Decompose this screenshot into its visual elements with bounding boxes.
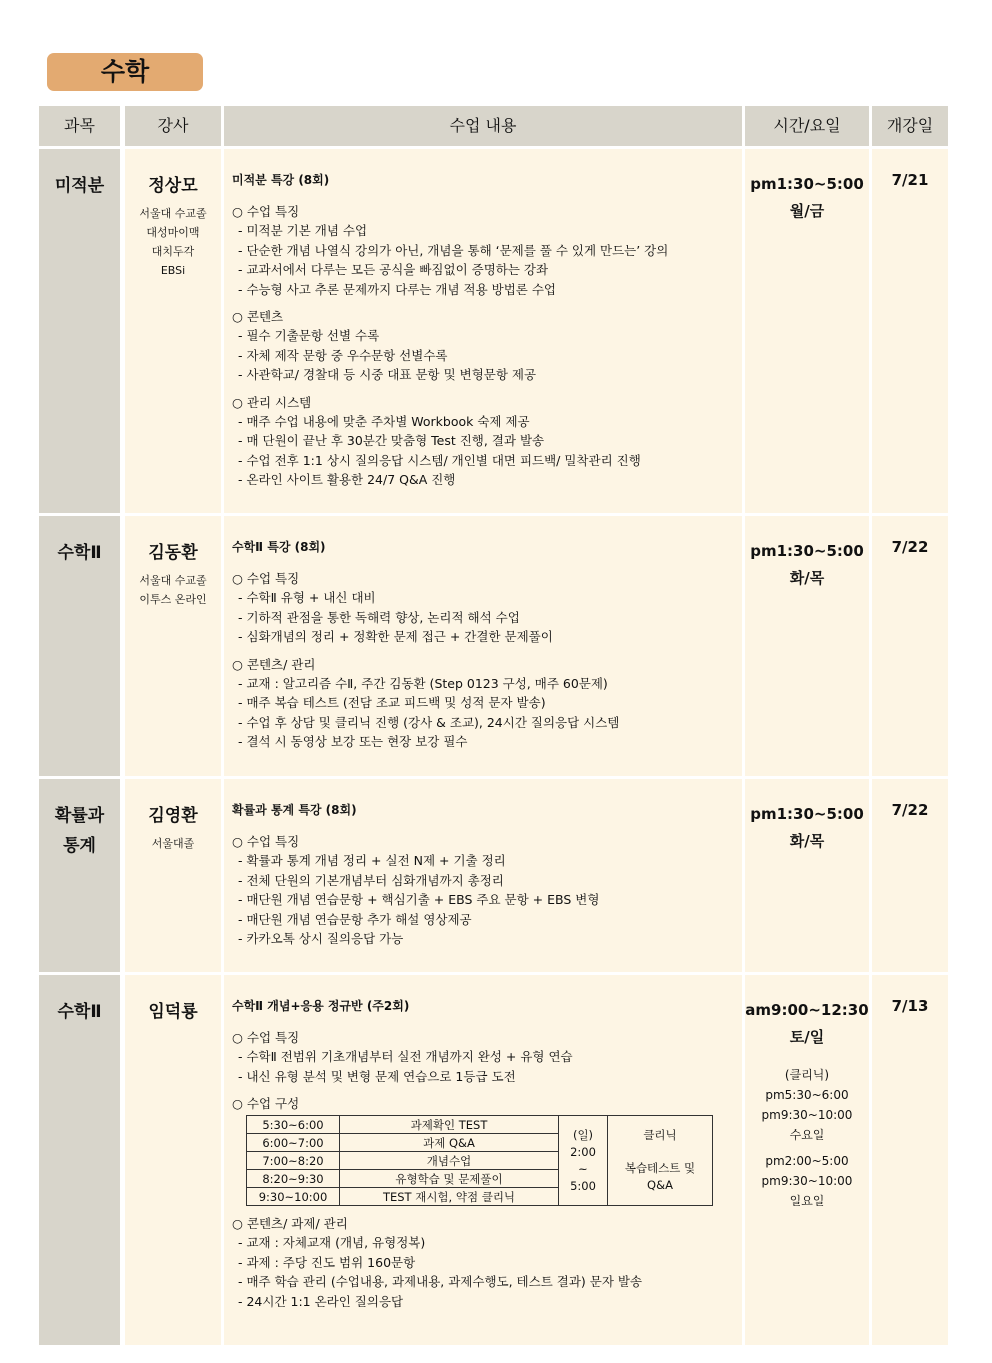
teacher-cell	[125, 516, 221, 776]
clinic-time: pm5:30~6:00	[765, 1088, 849, 1102]
list-item: - 매단원 개념 연습문항 + 핵심기출 + EBS 주요 문항 + EBS 변형	[238, 892, 600, 907]
teacher-cell	[125, 779, 221, 972]
class-time: pm1:30~5:00	[750, 175, 864, 193]
teacher-credential: 서울대졸	[151, 837, 195, 850]
clinic-schedule	[745, 1065, 869, 1211]
teacher-name: 임덕룡	[148, 1002, 198, 1022]
section-heading: ○ 수업 특징	[232, 834, 300, 849]
list-item: - 교재 : 알고리즘 수Ⅱ, 주간 김동환 (Step 0123 구성, 매주 60문제)	[238, 675, 608, 691]
time-cell	[745, 516, 869, 776]
clinic-label: 클리닉	[643, 1128, 677, 1142]
section-heading: ○ 수업 특징	[232, 1030, 300, 1045]
course-table	[39, 106, 948, 1345]
class-days: 토/일	[789, 1028, 825, 1046]
header-content: 수업 내용	[224, 106, 742, 146]
schedule-time: 7:00~8:20	[247, 1152, 340, 1170]
list-item: - 기하적 관점을 통한 독해력 향상, 논리적 해석 수업	[238, 609, 520, 625]
teacher-name: 김동환	[148, 543, 198, 563]
clinic-cell	[608, 1116, 713, 1206]
sunday-sep: ~	[578, 1161, 588, 1176]
list-item: - 매단원 개념 연습문항 추가 해설 영상제공	[238, 911, 472, 927]
clinic-time: pm2:00~5:00	[765, 1154, 849, 1168]
clinic-content: 복습테스트 및	[624, 1161, 696, 1175]
list-item: - 24시간 1:1 온라인 질의응답	[238, 1293, 404, 1309]
list-item: - 교과서에서 다루는 모든 공식을 빠짐없이 증명하는 강좌	[238, 262, 549, 277]
content-section	[232, 1094, 742, 1206]
clinic-heading: (클리닉)	[784, 1068, 830, 1082]
teacher-cell	[125, 975, 221, 1345]
table-row	[247, 1116, 713, 1134]
list-item: - 매주 수업 내용에 맞춘 주차별 Workbook 숙제 제공	[238, 413, 530, 429]
list-item: - 교재 : 자체교재 (개념, 유형정복)	[238, 1235, 426, 1250]
content-section	[232, 1028, 742, 1086]
sunday-label: (일)	[572, 1127, 594, 1142]
header-subject: 과목	[39, 106, 120, 146]
section-heading: ○ 수업 특징	[232, 204, 300, 219]
time-cell	[745, 975, 869, 1345]
course-title: 수학Ⅱ 특강 (8회)	[232, 540, 326, 554]
list-item: - 단순한 개념 나열식 강의가 아닌, 개념을 통해 ‘문제를 풀 수 있게 만드는’ 강의	[238, 242, 669, 258]
header-teacher: 강사	[125, 106, 221, 146]
section-heading: ○ 관리 시스템	[232, 394, 312, 410]
list-item: - 수학Ⅱ 유형 + 내신 대비	[238, 590, 376, 605]
teacher-credential: EBSi	[160, 264, 186, 277]
start-date: 7/21	[872, 149, 948, 513]
class-days: 화/목	[789, 569, 825, 587]
section-heading: ○ 콘텐츠/ 과제/ 관리	[232, 1216, 348, 1231]
page-title: 수학	[47, 53, 203, 91]
teacher-credential: 대성마이맥	[146, 226, 200, 239]
list-item: - 수업 전후 1:1 상시 질의응답 시스템/ 개인별 대면 피드백/ 밀착관리 진행	[238, 452, 641, 468]
list-item: - 매 단원이 끝난 후 30분간 맞춤형 Test 진행, 결과 발송	[238, 433, 545, 448]
schedule-time: 9:30~10:00	[247, 1188, 340, 1206]
content-section	[232, 1214, 742, 1311]
schedule-activity: 과제확인 TEST	[340, 1116, 559, 1134]
class-days: 화/목	[789, 832, 825, 850]
subject-line: 확률과	[54, 806, 105, 826]
course-title: 수학Ⅱ 개념+응용 정규반 (주2회)	[232, 999, 410, 1013]
course-content	[224, 975, 742, 1345]
content-section	[232, 832, 742, 949]
list-item: - 매주 학습 관리 (수업내용, 과제내용, 과제수행도, 테스트 결과) 문자 발송	[238, 1274, 643, 1289]
schedule-time: 6:00~7:00	[247, 1134, 340, 1152]
teacher-credential: 서울대 수교졸	[139, 574, 207, 587]
sunday-to: 5:00	[570, 1178, 596, 1193]
list-item: - 자체 제작 문항 중 우수문항 선별수록	[238, 347, 448, 363]
teacher-credential: 이투스 온라인	[139, 593, 207, 606]
header-time: 시간/요일	[745, 106, 869, 146]
teacher-cell	[125, 149, 221, 513]
course-content	[224, 516, 742, 776]
sunday-from: 2:00	[570, 1144, 596, 1159]
start-date: 7/22	[872, 516, 948, 776]
list-item: - 수학Ⅱ 전범위 기초개념부터 실전 개념까지 완성 + 유형 연습	[238, 1049, 573, 1064]
list-item: - 결석 시 동영상 보강 또는 현장 보강 필수	[238, 734, 468, 749]
content-section	[232, 202, 742, 299]
start-date: 7/13	[872, 975, 948, 1345]
section-heading: ○ 콘텐츠/ 관리	[232, 656, 316, 672]
course-content	[224, 779, 742, 972]
schedule-activity: TEST 재시험, 약점 클리닉	[340, 1188, 559, 1206]
section-heading: ○ 수업 구성	[232, 1096, 300, 1111]
schedule-table	[246, 1115, 713, 1206]
list-item: - 전체 단원의 기본개념부터 심화개념까지 총정리	[238, 872, 504, 888]
row-subject	[39, 779, 120, 972]
schedule-activity: 개념수업	[340, 1152, 559, 1170]
row-subject: 미적분	[39, 149, 120, 513]
content-section	[232, 569, 742, 647]
clinic-day: 일요일	[789, 1194, 825, 1208]
teacher-credential: 대치두각	[151, 245, 195, 258]
clinic-time: pm9:30~10:00	[761, 1174, 853, 1188]
sunday-time	[559, 1116, 608, 1206]
list-item: - 내신 유형 분석 및 변형 문제 연습으로 1등급 도전	[238, 1068, 516, 1084]
section-heading: ○ 콘텐츠	[232, 309, 284, 324]
list-item: - 사관학교/ 경찰대 등 시중 대표 문항 및 변형문항 제공	[238, 367, 537, 382]
schedule-activity: 유형학습 및 문제풀이	[340, 1170, 559, 1188]
list-item: - 온라인 사이트 활용한 24/7 Q&A 진행	[238, 472, 456, 487]
list-item: - 매주 복습 테스트 (전담 조교 피드백 및 성적 문자 발송)	[238, 695, 546, 710]
teacher-name: 정상모	[148, 176, 198, 196]
class-time: am9:00~12:30	[745, 1001, 869, 1019]
clinic-content: Q&A	[647, 1178, 673, 1192]
list-item: - 과제 : 주당 진도 범위 160문항	[238, 1254, 416, 1270]
schedule-time: 8:20~9:30	[247, 1170, 340, 1188]
clinic-day: 수요일	[789, 1128, 825, 1142]
time-cell	[745, 779, 869, 972]
content-section	[232, 307, 742, 385]
course-title: 확률과 통계 특강 (8회)	[232, 803, 357, 817]
teacher-name: 김영환	[148, 806, 198, 826]
schedule-time: 5:30~6:00	[247, 1116, 340, 1134]
teacher-credential: 서울대 수교졸	[139, 207, 207, 220]
schedule-activity: 과제 Q&A	[340, 1134, 559, 1152]
course-content	[224, 149, 742, 513]
content-section	[232, 393, 742, 490]
course-title: 미적분 특강 (8회)	[232, 173, 330, 187]
header-start-date: 개강일	[872, 106, 948, 146]
start-date: 7/22	[872, 779, 948, 972]
list-item: - 미적분 기본 개념 수업	[238, 223, 368, 238]
list-item: - 카카오톡 상시 질의응답 가능	[238, 931, 404, 946]
clinic-time: pm9:30~10:00	[761, 1108, 853, 1122]
class-time: pm1:30~5:00	[750, 542, 864, 560]
time-cell	[745, 149, 869, 513]
subject-line: 통계	[63, 836, 96, 856]
list-item: - 수업 후 상담 및 클리닉 진행 (강사 & 조교), 24시간 질의응답 시스템	[238, 714, 620, 730]
list-item: - 필수 기출문항 선별 수록	[238, 328, 380, 343]
list-item: - 확률과 통계 개념 정리 + 실전 N제 + 기출 정리	[238, 853, 506, 868]
content-section	[232, 655, 742, 752]
class-time: pm1:30~5:00	[750, 805, 864, 823]
section-heading: ○ 수업 특징	[232, 571, 300, 586]
row-subject: 수학Ⅱ	[39, 975, 120, 1345]
list-item: - 심화개념의 정리 + 정확한 문제 접근 + 간결한 문제풀이	[238, 629, 553, 644]
list-item: - 수능형 사고 추론 문제까지 다루는 개념 적용 방법론 수업	[238, 281, 556, 297]
row-subject: 수학Ⅱ	[39, 516, 120, 776]
class-days: 월/금	[789, 202, 825, 220]
